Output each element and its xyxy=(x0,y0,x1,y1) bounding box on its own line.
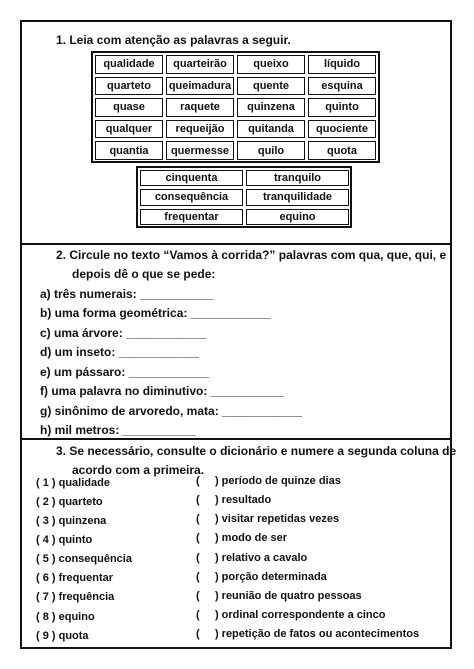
q3-instruction-line1: 3. Se necessário, consulte o dicionário e numere a segunda coluna de xyxy=(56,444,457,458)
word-table-main-cell: requeijão xyxy=(166,120,234,139)
q3-right-item[interactable]: ( ) relativo a cavalo xyxy=(196,552,308,564)
word-table-secondary-cell: consequência xyxy=(140,189,243,205)
q3-left-item: ( 1 ) qualidade xyxy=(36,477,110,489)
word-table-main-cell: quitanda xyxy=(237,120,305,139)
q2-item: e) um pássaro: ____________ xyxy=(40,365,209,379)
q2-instruction-line1: 2. Circule no texto “Vamos à corrida?” palavras com qua, que, qui, e xyxy=(56,248,447,262)
q3-left-item: ( 7 ) frequência xyxy=(36,591,115,603)
word-table-main-cell: esquina xyxy=(308,77,376,96)
q3-instruction-line2: acordo com a primeira. xyxy=(72,463,205,477)
q2-item: b) uma forma geométrica: ____________ xyxy=(40,306,271,320)
word-table-main-cell: quermesse xyxy=(166,141,234,160)
q1-title: 1. Leia com atenção as palavras a seguir. xyxy=(56,33,291,47)
word-table-main-cell: queimadura xyxy=(166,77,234,96)
word-table-main-cell: quase xyxy=(95,98,163,117)
q3-right-item[interactable]: ( ) período de quinze dias xyxy=(196,475,341,487)
q3-left-item: ( 2 ) quarteto xyxy=(36,496,103,508)
word-table-main-cell: queixo xyxy=(237,55,305,74)
q2-item: d) um inseto: ____________ xyxy=(40,345,199,359)
word-table-secondary-cell: frequentar xyxy=(140,209,243,225)
q2-item: f) uma palavra no diminutivo: ___________ xyxy=(40,384,285,398)
q3-left-item: ( 3 ) quinzena xyxy=(36,515,107,527)
word-table-main-cell: qualquer xyxy=(95,120,163,139)
q2-item: h) mil metros: ___________ xyxy=(40,423,197,437)
q3-left-item: ( 8 ) equino xyxy=(36,611,95,623)
q3-left-item: ( 9 ) quota xyxy=(36,630,89,642)
word-table-main-cell: quente xyxy=(237,77,305,96)
word-table-main-cell: quarteto xyxy=(95,77,163,96)
q2-item: c) uma árvore: ____________ xyxy=(40,326,207,340)
word-table-main-cell: quota xyxy=(308,141,376,160)
word-table-main-cell: quarteirão xyxy=(166,55,234,74)
word-table-secondary xyxy=(136,166,352,228)
word-table-main-cell: raquete xyxy=(166,98,234,117)
section-divider-1 xyxy=(20,243,452,245)
word-table-secondary-cell: tranquilidade xyxy=(246,189,349,205)
section-divider-2 xyxy=(20,438,452,440)
q3-left-item: ( 5 ) consequência xyxy=(36,553,132,565)
q3-right-item[interactable]: ( ) visitar repetidas vezes xyxy=(196,513,340,525)
word-table-secondary-cell: cinquenta xyxy=(140,170,243,186)
word-table-main-cell: quociente xyxy=(308,120,376,139)
q2-item: g) sinônimo de arvoredo, mata: ____________ xyxy=(40,404,303,418)
q2-item: a) três numerais: ___________ xyxy=(40,287,214,301)
q3-right-item[interactable]: ( ) porção determinada xyxy=(196,571,327,583)
word-table-main-cell: quinzena xyxy=(237,98,305,117)
word-table-secondary-cell: equino xyxy=(246,209,349,225)
q3-right-item[interactable]: ( ) ordinal correspondente a cinco xyxy=(196,609,386,621)
word-table-main-cell: quilo xyxy=(237,141,305,160)
q3-left-item: ( 6 ) frequentar xyxy=(36,572,114,584)
word-table-main xyxy=(91,51,380,163)
q3-right-item[interactable]: ( ) reunião de quatro pessoas xyxy=(196,590,362,602)
word-table-main-cell: quantia xyxy=(95,141,163,160)
word-table-main-cell: qualidade xyxy=(95,55,163,74)
word-table-main-cell: líquido xyxy=(308,55,376,74)
q3-right-item[interactable]: ( ) repetição de fatos ou acontecimentos xyxy=(196,628,420,640)
q2-instruction-line2: depois dê o que se pede: xyxy=(72,267,216,281)
word-table-main-cell: quinto xyxy=(308,98,376,117)
q3-right-item[interactable]: ( ) resultado xyxy=(196,494,272,506)
word-table-secondary-cell: tranquilo xyxy=(246,170,349,186)
q3-left-item: ( 4 ) quinto xyxy=(36,534,93,546)
q3-right-item[interactable]: ( ) modo de ser xyxy=(196,532,288,544)
